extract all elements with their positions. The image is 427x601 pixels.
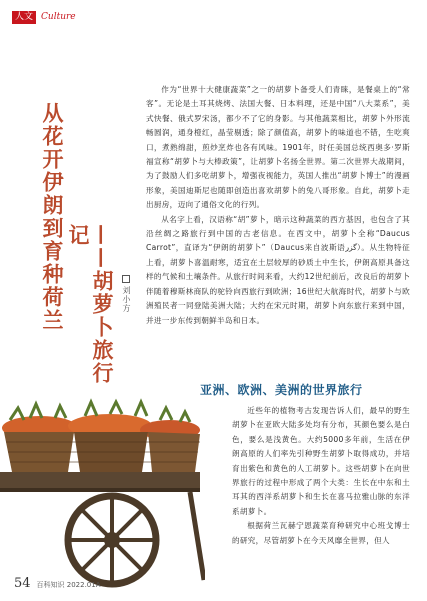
cart-bed	[0, 472, 200, 490]
author-box-icon	[122, 275, 130, 283]
paragraph: 作为“世界十大健康蔬菜”之一的胡萝卜备受人们青睐，是餐桌上的“常客”。无论是土耳其烧烤、法国大餐、日本料理，还是中国“八大菜系”，美式快餐、俄式罗宋汤，都少不了它的身影。与其他蔬菜相比，胡萝卜外形流畅圆润，通身橙红，晶莹剔透；除了颜值高，胡萝卜的味道也不错，生吃爽口，煮熟绵甜，煎炒烹炸也各有风味。1901年，时任美国总统西奥多·罗斯福宣称“胡萝卜与大棒政策”，让胡萝卜名扬全世界。第二次世界大战期间，为了鼓励人们多吃胡萝卜，增强夜视能力，英国人推出“胡萝卜博士”的漫画形象，美国迪斯尼也随即创造出喜欢胡萝卜的兔八哥形象。自此，胡萝卜走出厨房，迈向了通俗文化的行列。	[146, 85, 410, 210]
paragraph: 近些年的植物考古发现告诉人们，最早的野生胡萝卜在亚欧大陆多处均有分布，其颜色要么是白色，要么是浅黄色。大约5000多年前，生活在伊朗高原的人们率先引种野生胡萝卜取得成功，并培育出紫色和黄色的人工胡萝卜。这些胡萝卜在向世界旅行的过程中形成了两个大类：生长在中东和土耳其的西洋系胡萝卜和生长在喜马拉雅山脉的东洋系胡萝卜。	[232, 406, 410, 516]
article-title: 从花开伊朗到育种荷兰	[40, 102, 65, 332]
cart-leg	[190, 492, 204, 580]
page-footer	[14, 576, 101, 591]
body-text-1	[146, 83, 410, 328]
baskets-icon	[4, 432, 200, 472]
paragraph: 根据荷兰瓦赫宁恩蔬菜育种研究中心班戈博士的研究，尽管胡萝卜在今天风靡全世界，但人	[232, 521, 410, 545]
section-heading: 亚洲、欧洲、美洲的世界旅行	[200, 383, 363, 397]
body-text-2	[232, 404, 410, 548]
author-name: 刘小方	[122, 286, 131, 313]
paragraph: 从名字上看，汉语称“胡”萝卜，暗示这种蔬菜的西方基因，也包含了其沿丝绸之路旅行到中国的古老信息。在西文中，胡萝卜全称“Daucus Carrot”，直译为“伊朗的胡萝卜”（Daucus来自波斯语گزر）。从生物特征上看，胡萝卜喜温耐寒，适宜在土层较厚的砂质土中生长，伊朗高原具备这样的气候和土壤条件。从旅行时间来看，大约12世纪前后，改良后的胡萝卜伴随着穆斯林商队的驼铃向西旅行到欧洲；16世纪大航海时代，胡萝卜与欧洲殖民者一同登陆美洲大陆；大约在宋元时期，胡萝卜向东旅行来到中国，并进一步东传到朝鲜半岛和日本。	[146, 214, 410, 325]
cart-wheel-icon	[68, 496, 156, 584]
section-header	[12, 10, 76, 24]
article-subtitle: ——胡萝卜旅行记	[66, 224, 115, 385]
article-title-block	[40, 102, 114, 392]
carrot-cart-illustration	[0, 380, 205, 595]
magazine-issue: 百科知识 2022.01A	[36, 581, 101, 589]
page-number: 54	[14, 576, 31, 591]
section-badge: 人文	[12, 11, 36, 24]
author-byline	[121, 275, 132, 313]
section-label-en: Culture	[41, 12, 76, 22]
